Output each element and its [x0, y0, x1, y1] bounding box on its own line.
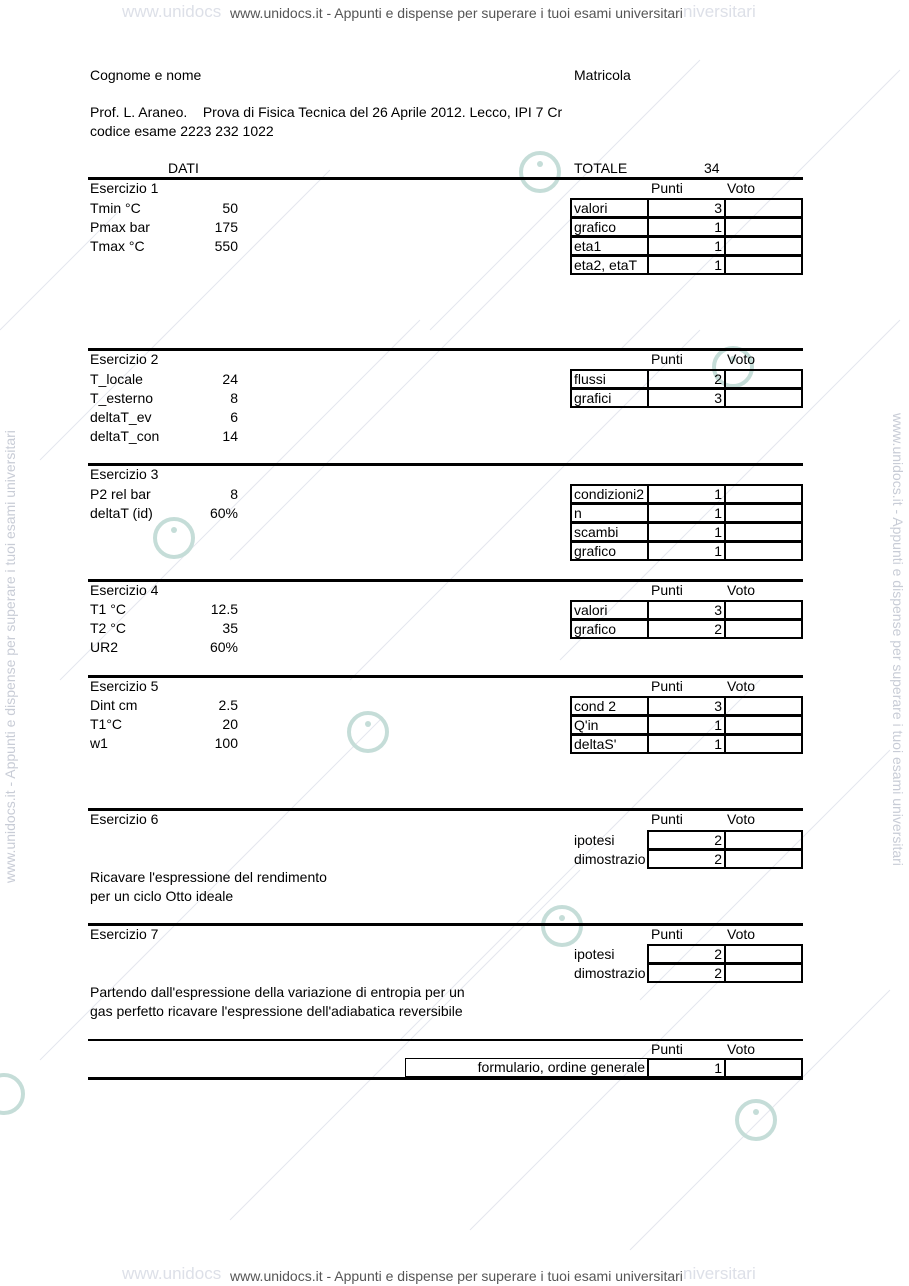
- voto-field[interactable]: [724, 255, 803, 275]
- data-label: T2 °C: [90, 620, 126, 636]
- score-label: eta1: [570, 236, 649, 256]
- score-punti: 3: [647, 600, 726, 620]
- data-value: 175: [214, 219, 238, 235]
- score-label: flussi: [570, 369, 649, 389]
- score-punti: 2: [647, 963, 726, 983]
- section-rule: [88, 579, 803, 582]
- data-label: T_locale: [90, 371, 143, 387]
- score-label: eta2, etaT: [570, 255, 649, 275]
- score-label: grafico: [570, 217, 649, 237]
- score-punti: 2: [647, 369, 726, 389]
- voto-field[interactable]: [724, 369, 803, 389]
- watermark-header-top: www.unidocs.it - Appunti e dispense per superare i tuoi esami universitari: [230, 5, 683, 21]
- final-punti: 1: [647, 1058, 726, 1078]
- exercise-text: Partendo dall'espressione della variazione di entropia per un: [90, 984, 465, 1000]
- data-value: 6: [230, 409, 238, 425]
- score-punti: 1: [647, 541, 726, 561]
- watermark-ghost-left-bottom: www.unidocs: [122, 1264, 222, 1283]
- score-punti: 1: [647, 715, 726, 735]
- score-punti: 2: [647, 830, 726, 850]
- score-punti: 1: [647, 503, 726, 523]
- voto-field[interactable]: [724, 715, 803, 735]
- score-punti: 1: [647, 734, 726, 754]
- score-punti: 2: [647, 619, 726, 639]
- data-label: w1: [90, 735, 108, 751]
- data-label: P2 rel bar: [90, 486, 151, 502]
- voto-field[interactable]: [724, 696, 803, 716]
- voto-field[interactable]: [724, 734, 803, 754]
- score-punti: 1: [647, 236, 726, 256]
- score-punti: 3: [647, 388, 726, 408]
- data-value: 20: [222, 716, 238, 732]
- voto-field[interactable]: [724, 236, 803, 256]
- watermark-ghost-left-top: www.unidocs: [122, 2, 222, 21]
- voto-header: Voto: [727, 678, 756, 694]
- data-label: deltaT (id): [90, 505, 153, 521]
- score-label: deltaS': [570, 734, 649, 754]
- exercise-title: Esercizio 5: [90, 678, 159, 694]
- data-value: 12.5: [210, 601, 238, 617]
- voto-field[interactable]: [724, 198, 803, 218]
- score-punti: 2: [647, 944, 726, 964]
- voto-field[interactable]: [724, 619, 803, 639]
- watermark-ghost-right-top: niversitari: [683, 2, 756, 21]
- section-rule: [88, 675, 803, 678]
- cognome-label: Cognome e nome: [90, 67, 202, 83]
- totale-label: TOTALE: [574, 160, 628, 176]
- data-value: 60%: [209, 505, 238, 521]
- exercise-title: Esercizio 3: [90, 466, 159, 482]
- watermark-side-left: www.unidocs.it - Appunti e dispense per superare i tuoi esami universitari: [2, 430, 18, 883]
- score-label: grafico: [570, 541, 649, 561]
- section-rule: [88, 348, 803, 351]
- data-label: T1°C: [90, 716, 123, 732]
- data-value: 50: [222, 200, 238, 216]
- score-label: ipotesi: [574, 946, 615, 962]
- voto-field[interactable]: [724, 963, 803, 983]
- exercise-title: Esercizio 2: [90, 351, 159, 367]
- totale-value: 34: [704, 160, 720, 176]
- data-label: T_esterno: [90, 390, 154, 406]
- exercise-title: Esercizio 1: [90, 180, 159, 196]
- data-label: UR2: [90, 639, 119, 655]
- punti-header: Punti: [651, 351, 683, 367]
- score-punti: 1: [647, 484, 726, 504]
- data-label: Tmin °C: [90, 200, 141, 216]
- score-label: grafico: [570, 619, 649, 639]
- score-label: ipotesi: [574, 832, 615, 848]
- exercise-title: Esercizio 6: [90, 811, 159, 827]
- score-punti: 2: [647, 849, 726, 869]
- score-label: grafici: [570, 388, 649, 408]
- watermark-ghost-right-bottom: niversitari: [683, 1264, 756, 1283]
- score-punti: 3: [647, 696, 726, 716]
- punti-header: Punti: [651, 582, 683, 598]
- data-value: 24: [222, 371, 238, 387]
- exercise-title: Esercizio 4: [90, 582, 159, 598]
- exercise-text: gas perfetto ricavare l'espressione dell'adiabatica reversibile: [90, 1003, 463, 1019]
- section-rule: [88, 808, 803, 811]
- score-punti: 1: [647, 255, 726, 275]
- voto-field[interactable]: [724, 503, 803, 523]
- voto-field[interactable]: [724, 600, 803, 620]
- score-label: condizioni2: [570, 484, 649, 504]
- score-label: cond 2: [570, 696, 649, 716]
- section-rule-bottom: [88, 1077, 803, 1080]
- voto-field[interactable]: [724, 1058, 803, 1078]
- voto-field[interactable]: [724, 522, 803, 542]
- voto-header: Voto: [727, 351, 756, 367]
- data-value: 14: [222, 428, 238, 444]
- data-label: deltaT_ev: [90, 409, 152, 425]
- watermark-header-bottom: www.unidocs.it - Appunti e dispense per superare i tuoi esami universitari: [230, 1268, 683, 1284]
- section-rule: [88, 463, 803, 466]
- codice-line: codice esame 2223 232 1022: [90, 123, 274, 139]
- exercise-title: Esercizio 7: [90, 926, 159, 942]
- voto-field[interactable]: [724, 388, 803, 408]
- prof-line: Prof. L. Araneo. Prova di Fisica Tecnica del 26 Aprile 2012. Lecco, IPI 7 Cr: [90, 104, 563, 120]
- voto-field[interactable]: [724, 944, 803, 964]
- data-value: 8: [230, 390, 238, 406]
- voto-field[interactable]: [724, 484, 803, 504]
- punti-header: Punti: [651, 811, 683, 827]
- voto-header: Voto: [727, 811, 756, 827]
- voto-header: Voto: [727, 1041, 756, 1057]
- punti-header: Punti: [651, 1041, 683, 1057]
- final-label: formulario, ordine generale: [405, 1058, 649, 1078]
- exercise-text: Ricavare l'espressione del rendimento: [90, 869, 327, 885]
- data-label: deltaT_con: [90, 428, 160, 444]
- score-punti: 1: [647, 217, 726, 237]
- dati-label: DATI: [168, 160, 199, 176]
- punti-header: Punti: [651, 180, 683, 196]
- voto-field[interactable]: [724, 849, 803, 869]
- section-rule: [88, 177, 803, 180]
- voto-header: Voto: [727, 926, 756, 942]
- voto-header: Voto: [727, 180, 756, 196]
- score-label: dimostrazio: [574, 965, 646, 981]
- data-value: 2.5: [218, 697, 238, 713]
- score-punti: 1: [647, 522, 726, 542]
- score-label: valori: [570, 600, 649, 620]
- punti-header: Punti: [651, 678, 683, 694]
- data-label: Tmax °C: [90, 238, 145, 254]
- score-label: dimostrazio: [574, 851, 646, 867]
- voto-field[interactable]: [724, 217, 803, 237]
- data-label: T1 °C: [90, 601, 126, 617]
- score-label: valori: [570, 198, 649, 218]
- data-value: 8: [230, 486, 238, 502]
- data-value: 35: [222, 620, 238, 636]
- data-label: Dint cm: [90, 697, 138, 713]
- section-rule: [88, 923, 803, 926]
- voto-field[interactable]: [724, 541, 803, 561]
- voto-field[interactable]: [724, 830, 803, 850]
- watermark-side-right: www.unidocs.it - Appunti e dispense per superare i tuoi esami universitari: [890, 413, 906, 866]
- exercise-text: per un ciclo Otto ideale: [90, 888, 234, 904]
- section-rule: [88, 1039, 803, 1041]
- matricola-label: Matricola: [574, 67, 631, 83]
- score-label: Q'in: [570, 715, 649, 735]
- score-label: n: [570, 503, 649, 523]
- punti-header: Punti: [651, 926, 683, 942]
- data-value: 550: [214, 238, 238, 254]
- data-label: Pmax bar: [90, 219, 150, 235]
- score-punti: 3: [647, 198, 726, 218]
- data-value: 60%: [209, 639, 238, 655]
- data-value: 100: [214, 735, 238, 751]
- voto-header: Voto: [727, 582, 756, 598]
- score-label: scambi: [570, 522, 649, 542]
